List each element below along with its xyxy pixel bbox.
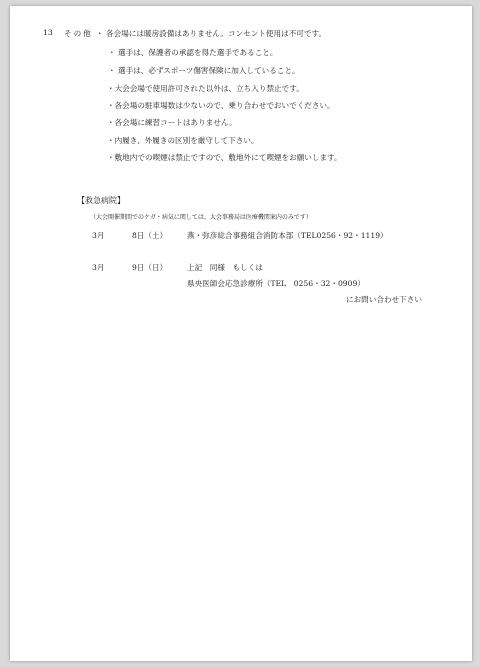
bullet-smoking: ・敷地内での喫煙は禁止ですので、敷地外にて喫煙をお願いします。 — [107, 153, 342, 162]
bullet-footwear: ・内履き、外履きの区別を厳守して下さい。 — [107, 136, 259, 145]
bullet-guardian-approval: ・ 選手は、保護者の承認を得た選手であること。 — [108, 48, 278, 57]
row-2-month: 3月 — [92, 263, 105, 272]
bullet-sports-insurance: ・ 選手は、必ずスポーツ傷害保険に加入していること。 — [108, 66, 300, 75]
emergency-note: （大会開催期間でのケガ・病気に関しては、大会事務局は医療機関案内のみです） — [90, 214, 312, 221]
row-1-day: 8日（土） — [132, 231, 168, 240]
section-number: 13 — [43, 28, 53, 37]
bullet-parking: ・各会場の駐車場数は少ないので、乗り合わせでおいでください。 — [107, 101, 335, 110]
closing-text: にお問い合わせ下さい — [346, 295, 422, 304]
bullet-restricted-areas: ・大会会場で使用許可された以外は、立ち入り禁止です。 — [107, 84, 304, 93]
row-1-contact: 燕・弥彦総合事務組合消防本部（TEL0256・92・1119） — [187, 231, 388, 240]
row-2-day: 9日（日） — [132, 263, 168, 272]
bullet-practice-court: ・各会場に練習コートはありません。 — [107, 118, 237, 127]
row-1-month: 3月 — [92, 231, 105, 240]
document-page — [10, 6, 472, 661]
clinic-contact: 県央医師会応急診療所（TEL 0256・32・0909） — [187, 279, 365, 288]
emergency-hospital-heading: 【救急病院】 — [77, 196, 125, 205]
section-title: その他 — [64, 29, 93, 38]
bullet-heating: ・ 各会場には暖房設備はありません。コンセント使用は不可です。 — [96, 29, 327, 38]
row-2-contact: 上記 同様 もしくは — [187, 263, 263, 272]
